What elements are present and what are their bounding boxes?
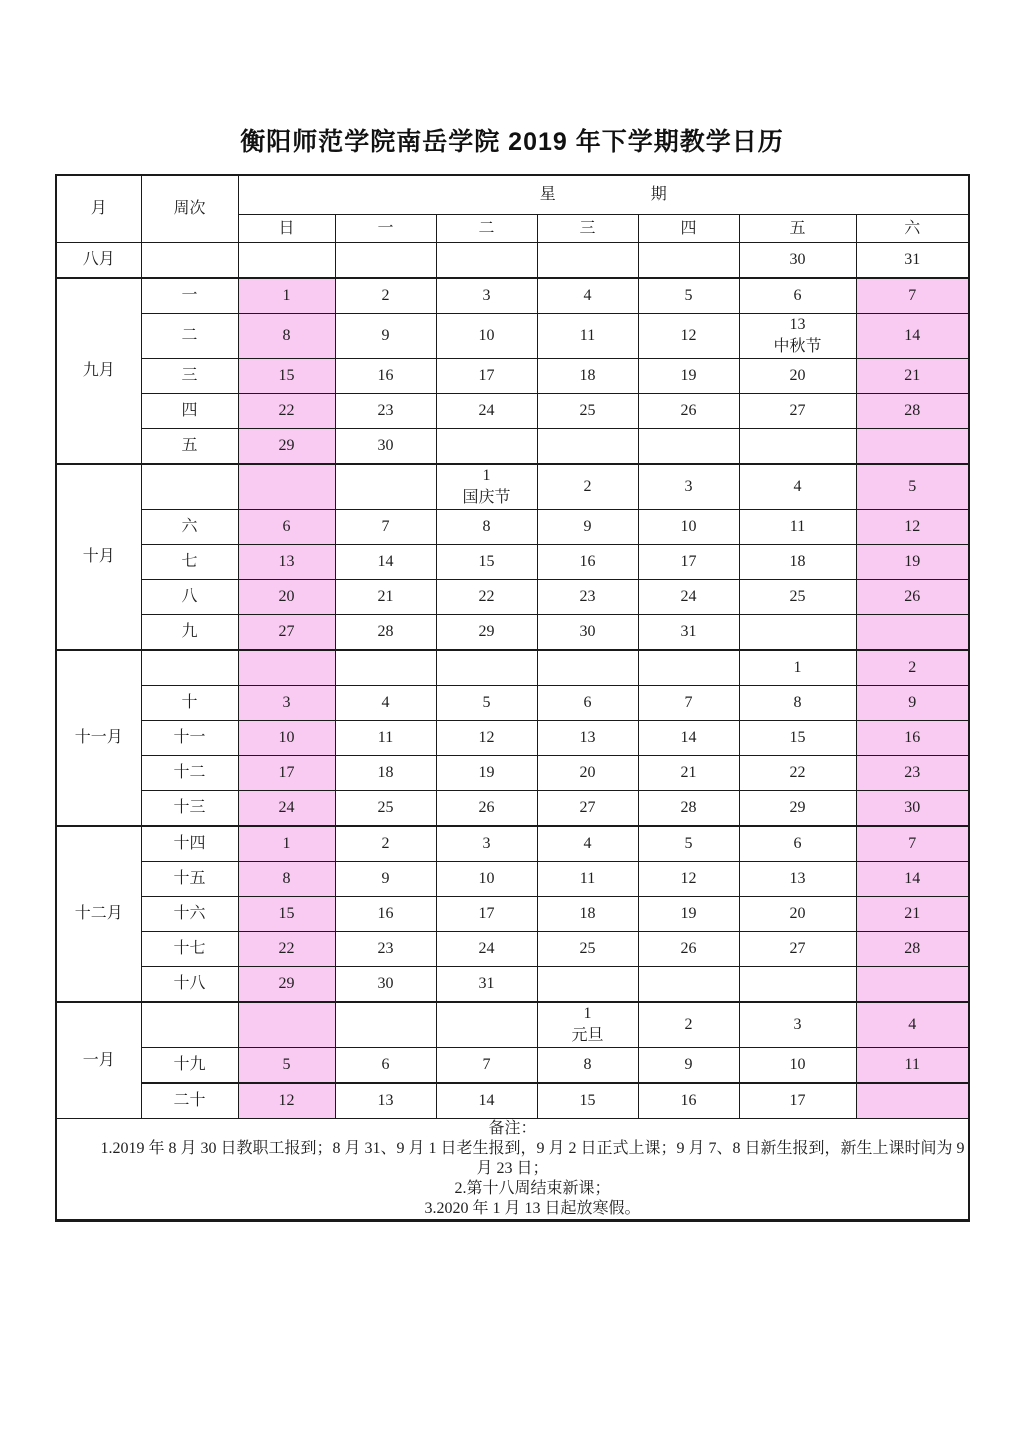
- day-cell: 22: [436, 580, 537, 615]
- header-row-week-group: [56, 175, 969, 215]
- day-cell: [856, 615, 969, 651]
- day-cell: 16: [856, 721, 969, 756]
- day-cell: [856, 429, 969, 465]
- day-cell: 26: [856, 580, 969, 615]
- day-cell: 4: [856, 1002, 969, 1048]
- day-cell: 20: [537, 756, 638, 791]
- day-cell: 3: [436, 826, 537, 862]
- day-cell: 24: [436, 394, 537, 429]
- day-cell: 6: [537, 686, 638, 721]
- day-cell: 29: [238, 429, 335, 465]
- day-cell: 15: [436, 545, 537, 580]
- notes-row: [56, 1119, 969, 1221]
- day-cell: 14: [436, 1083, 537, 1119]
- day-cell: [537, 967, 638, 1003]
- day-cell: [856, 1083, 969, 1119]
- week-number-label: 十六: [141, 897, 238, 932]
- day-cell: 12: [436, 721, 537, 756]
- week-number-label: 六: [141, 510, 238, 545]
- day-cell: 6: [739, 278, 856, 314]
- day-cell: 2: [638, 1002, 739, 1048]
- day-cell-holiday: [739, 314, 856, 359]
- calendar-week-row: [56, 791, 969, 827]
- day-cell: 25: [537, 394, 638, 429]
- day-cell: 8: [238, 862, 335, 897]
- calendar-week-row: [56, 897, 969, 932]
- day-cell: 23: [335, 394, 436, 429]
- calendar-week-row: [56, 464, 969, 510]
- day-cell: 7: [638, 686, 739, 721]
- day-cell: 30: [537, 615, 638, 651]
- week-number-label: 三: [141, 359, 238, 394]
- day-cell: [537, 243, 638, 279]
- day-cell: 27: [739, 932, 856, 967]
- day-cell: [537, 429, 638, 465]
- day-cell: 6: [335, 1048, 436, 1084]
- calendar-week-row: [56, 1002, 969, 1048]
- calendar-week-row: [56, 359, 969, 394]
- day-cell: [638, 967, 739, 1003]
- day-cell: [436, 650, 537, 686]
- weekday-group-header-char: 期: [650, 186, 667, 203]
- day-cell: [335, 464, 436, 510]
- day-cell: [638, 650, 739, 686]
- day-cell: 15: [238, 359, 335, 394]
- day-cell: 29: [238, 967, 335, 1003]
- day-cell: 3: [739, 1002, 856, 1048]
- day-cell: 4: [537, 278, 638, 314]
- day-cell: 28: [856, 394, 969, 429]
- month-label: 十月: [56, 464, 141, 650]
- day-cell: 18: [335, 756, 436, 791]
- day-cell: [856, 967, 969, 1003]
- day-cell: 20: [739, 359, 856, 394]
- calendar-week-row: [56, 510, 969, 545]
- day-cell: [238, 1002, 335, 1048]
- month-column-header: 月: [56, 175, 141, 243]
- weekday-header: 一: [335, 215, 436, 243]
- day-cell: 11: [856, 1048, 969, 1084]
- day-cell: [335, 1002, 436, 1048]
- week-number-label: 二: [141, 314, 238, 359]
- day-cell: 24: [436, 932, 537, 967]
- day-number: 1: [482, 467, 491, 484]
- week-number-label: [141, 650, 238, 686]
- week-number-label: 五: [141, 429, 238, 465]
- day-cell: 16: [335, 897, 436, 932]
- day-cell: [739, 429, 856, 465]
- day-cell: 10: [238, 721, 335, 756]
- day-cell: 29: [436, 615, 537, 651]
- day-cell: 30: [335, 967, 436, 1003]
- calendar-week-row: [56, 967, 969, 1003]
- day-cell: 16: [335, 359, 436, 394]
- day-cell: 8: [238, 314, 335, 359]
- week-number-label: [141, 243, 238, 279]
- day-cell: 10: [436, 314, 537, 359]
- notes-label: 备注：: [488, 1120, 537, 1137]
- weekday-header: 二: [436, 215, 537, 243]
- day-cell: 1: [739, 650, 856, 686]
- day-cell: 26: [436, 791, 537, 827]
- week-number-label: 二十: [141, 1083, 238, 1119]
- day-cell: 10: [436, 862, 537, 897]
- day-cell: 5: [856, 464, 969, 510]
- day-cell: 2: [335, 278, 436, 314]
- day-cell: 7: [335, 510, 436, 545]
- day-cell: 14: [638, 721, 739, 756]
- day-number: 1: [583, 1005, 592, 1022]
- day-cell: 12: [638, 314, 739, 359]
- day-cell: 28: [335, 615, 436, 651]
- weekday-header: 五: [739, 215, 856, 243]
- day-cell: 8: [537, 1048, 638, 1084]
- page-title: 衡阳师范学院南岳学院 2019 年下学期教学日历: [240, 128, 784, 156]
- day-cell: 22: [739, 756, 856, 791]
- day-cell: 12: [638, 862, 739, 897]
- day-cell: 14: [856, 314, 969, 359]
- day-cell: 10: [638, 510, 739, 545]
- calendar-week-row: [56, 1083, 969, 1119]
- month-label: 十二月: [56, 826, 141, 1002]
- day-cell: 27: [238, 615, 335, 651]
- calendar-week-row: [56, 650, 969, 686]
- day-cell: 9: [335, 862, 436, 897]
- day-cell: 12: [856, 510, 969, 545]
- day-cell: 8: [739, 686, 856, 721]
- day-cell: 15: [238, 897, 335, 932]
- day-cell: 11: [739, 510, 856, 545]
- day-cell: 5: [638, 826, 739, 862]
- week-number-label: [141, 1002, 238, 1048]
- holiday-label: 中秋节: [773, 338, 822, 355]
- day-cell: 17: [436, 897, 537, 932]
- calendar-week-row: [56, 1048, 969, 1084]
- day-cell: [739, 615, 856, 651]
- calendar-week-row: [56, 429, 969, 465]
- day-cell: 22: [238, 932, 335, 967]
- day-cell: 18: [537, 359, 638, 394]
- day-cell: 24: [238, 791, 335, 827]
- day-cell: 1: [238, 826, 335, 862]
- week-number-label: 四: [141, 394, 238, 429]
- day-cell: 17: [436, 359, 537, 394]
- day-cell: [335, 243, 436, 279]
- week-number-label: 十四: [141, 826, 238, 862]
- day-cell: 7: [436, 1048, 537, 1084]
- month-label: 九月: [56, 278, 141, 464]
- month-label: 八月: [56, 243, 141, 279]
- note-item: 2.第十八周结束新课；: [454, 1180, 611, 1197]
- calendar-week-row: [56, 615, 969, 651]
- day-cell: 3: [638, 464, 739, 510]
- day-cell: 16: [537, 545, 638, 580]
- day-cell: 28: [638, 791, 739, 827]
- weekday-header: 四: [638, 215, 739, 243]
- day-cell: [436, 1002, 537, 1048]
- day-cell: 2: [335, 826, 436, 862]
- day-cell: 3: [238, 686, 335, 721]
- day-cell: 20: [238, 580, 335, 615]
- day-cell: 24: [638, 580, 739, 615]
- day-cell: 21: [638, 756, 739, 791]
- day-cell: 13: [739, 862, 856, 897]
- day-cell: 30: [739, 243, 856, 279]
- holiday-label: 元旦: [571, 1027, 604, 1044]
- calendar-table: [55, 174, 970, 1222]
- weekday-group-header: [238, 175, 969, 215]
- week-number-label: 十五: [141, 862, 238, 897]
- day-cell-holiday: [436, 464, 537, 510]
- week-number-label: 八: [141, 580, 238, 615]
- day-cell: 4: [335, 686, 436, 721]
- day-cell: 22: [238, 394, 335, 429]
- day-cell: 30: [856, 791, 969, 827]
- day-cell: 1: [238, 278, 335, 314]
- day-cell: 26: [638, 932, 739, 967]
- weekday-group-header-char: 星: [539, 186, 556, 203]
- day-cell: 27: [739, 394, 856, 429]
- day-cell: 2: [856, 650, 969, 686]
- day-cell: 5: [238, 1048, 335, 1084]
- day-cell: 6: [739, 826, 856, 862]
- day-cell: 31: [638, 615, 739, 651]
- day-cell: 7: [856, 826, 969, 862]
- note-item: 1.2019 年 8 月 30 日教职工报到；8 月 31、9 月 1 日老生报到，9 月 2 日正式上课；9 月 7、8 日新生报到，新生上课时间为 9 月 23 日；: [100, 1140, 965, 1177]
- calendar-week-row: [56, 278, 969, 314]
- day-cell: 15: [537, 1083, 638, 1119]
- day-cell: 31: [436, 967, 537, 1003]
- day-cell: 18: [739, 545, 856, 580]
- day-cell: 4: [739, 464, 856, 510]
- day-cell: 4: [537, 826, 638, 862]
- day-cell: 21: [856, 359, 969, 394]
- calendar-week-row: [56, 826, 969, 862]
- day-cell: 9: [537, 510, 638, 545]
- weekday-header: 六: [856, 215, 969, 243]
- day-cell: 17: [238, 756, 335, 791]
- day-cell: 11: [537, 862, 638, 897]
- day-cell: [739, 967, 856, 1003]
- day-cell: 21: [335, 580, 436, 615]
- day-cell: 13: [335, 1083, 436, 1119]
- day-cell: [238, 243, 335, 279]
- day-cell: 3: [436, 278, 537, 314]
- day-cell: 25: [537, 932, 638, 967]
- day-cell: 21: [856, 897, 969, 932]
- day-cell: 15: [739, 721, 856, 756]
- day-cell: [238, 464, 335, 510]
- week-number-label: 一: [141, 278, 238, 314]
- week-number-label: 十三: [141, 791, 238, 827]
- day-cell: 19: [638, 897, 739, 932]
- notes-cell: [56, 1119, 969, 1221]
- day-cell: 2: [537, 464, 638, 510]
- week-number-label: 十九: [141, 1048, 238, 1084]
- month-label: 十一月: [56, 650, 141, 826]
- day-cell: 30: [335, 429, 436, 465]
- day-cell: 13: [537, 721, 638, 756]
- day-cell: 8: [436, 510, 537, 545]
- day-cell: [436, 429, 537, 465]
- holiday-label: 国庆节: [462, 489, 511, 506]
- day-cell: 7: [856, 278, 969, 314]
- week-number-label: 十七: [141, 932, 238, 967]
- day-cell: 11: [335, 721, 436, 756]
- day-cell: 23: [856, 756, 969, 791]
- day-cell: 14: [335, 545, 436, 580]
- day-cell: 23: [537, 580, 638, 615]
- week-number-label: 十八: [141, 967, 238, 1003]
- day-cell: 19: [638, 359, 739, 394]
- day-cell: 17: [638, 545, 739, 580]
- calendar-week-row: [56, 314, 969, 359]
- calendar-week-row: [56, 862, 969, 897]
- day-cell: [537, 650, 638, 686]
- day-cell: 11: [537, 314, 638, 359]
- day-cell: 9: [335, 314, 436, 359]
- day-cell: 6: [238, 510, 335, 545]
- day-cell: 10: [739, 1048, 856, 1084]
- calendar-week-row: [56, 686, 969, 721]
- calendar-week-row: [56, 580, 969, 615]
- day-cell: 9: [638, 1048, 739, 1084]
- day-cell: 5: [436, 686, 537, 721]
- day-cell: [335, 650, 436, 686]
- day-cell: 27: [537, 791, 638, 827]
- day-cell: 25: [739, 580, 856, 615]
- day-cell-holiday: [537, 1002, 638, 1048]
- calendar-week-row: [56, 545, 969, 580]
- day-cell: 26: [638, 394, 739, 429]
- day-cell: 28: [856, 932, 969, 967]
- day-number: 13: [789, 316, 806, 333]
- day-cell: [638, 429, 739, 465]
- day-cell: 19: [856, 545, 969, 580]
- day-cell: 13: [238, 545, 335, 580]
- day-cell: 20: [739, 897, 856, 932]
- week-number-label: 十: [141, 686, 238, 721]
- day-cell: 18: [537, 897, 638, 932]
- calendar-week-row: [56, 932, 969, 967]
- day-cell: 17: [739, 1083, 856, 1119]
- calendar-week-row: [56, 243, 969, 279]
- calendar-week-row: [56, 394, 969, 429]
- calendar-week-row: [56, 756, 969, 791]
- day-cell: 23: [335, 932, 436, 967]
- day-cell: [638, 243, 739, 279]
- week-number-label: 七: [141, 545, 238, 580]
- weekday-header: 日: [238, 215, 335, 243]
- day-cell: 29: [739, 791, 856, 827]
- day-cell: 14: [856, 862, 969, 897]
- day-cell: 25: [335, 791, 436, 827]
- month-label: 一月: [56, 1002, 141, 1119]
- week-number-column-header: 周次: [141, 175, 238, 243]
- day-cell: 5: [638, 278, 739, 314]
- week-number-label: 十二: [141, 756, 238, 791]
- week-number-label: [141, 464, 238, 510]
- day-cell: 19: [436, 756, 537, 791]
- day-cell: 9: [856, 686, 969, 721]
- weekday-header: 三: [537, 215, 638, 243]
- day-cell: [238, 650, 335, 686]
- note-item: 3.2020 年 1 月 13 日起放寒假。: [424, 1200, 641, 1217]
- day-cell: 31: [856, 243, 969, 279]
- day-cell: 16: [638, 1083, 739, 1119]
- day-cell: 12: [238, 1083, 335, 1119]
- week-number-label: 十一: [141, 721, 238, 756]
- calendar-week-row: [56, 721, 969, 756]
- day-cell: [436, 243, 537, 279]
- week-number-label: 九: [141, 615, 238, 651]
